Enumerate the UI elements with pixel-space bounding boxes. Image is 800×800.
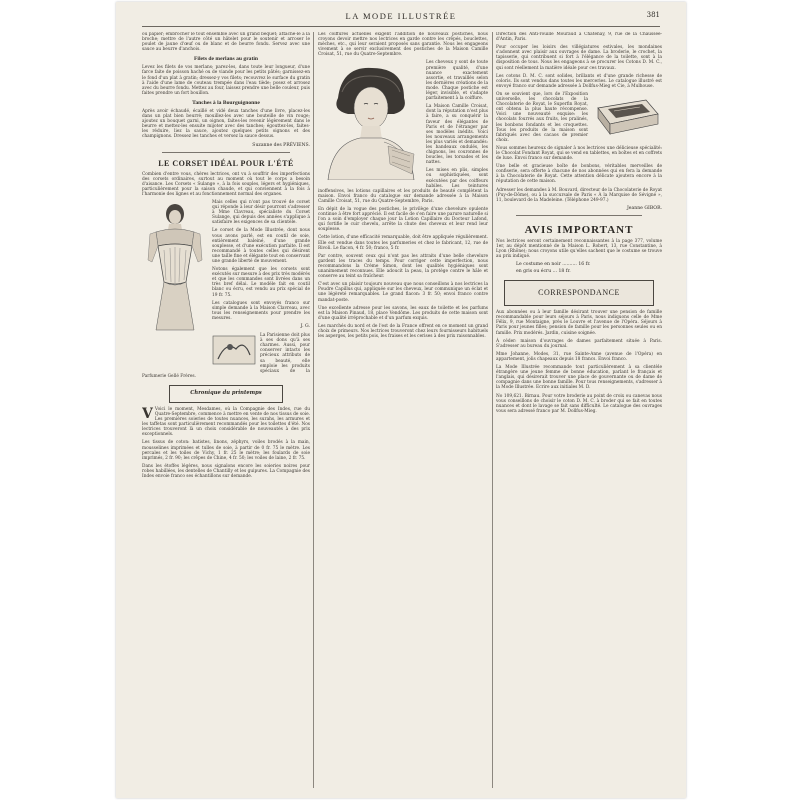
page-number: 381 <box>646 11 660 19</box>
article-paragraph: Notons également que les corsets sont exécutés sur mesure à des prix très modérés et que les commandes sont livrées dans un très bref délai. Le modèle fait en coutil blanc ou écru, est vendu au prix spécial de 19 fr. 75. <box>212 267 310 298</box>
article-paragraph: Pour occuper les loisirs des villégiatures estivales, les mondaines s'adonnent avec plaisir aux ouvrages de dame. La broderie, le crochet, la tapisserie, qui contribuent si fort à l'élégance de la toilette, sont à la disposition de tous. Nous les engageons à se procurer les Cotons D. M. C., qui sont réellement la matière idéale pour ces travaux. <box>496 45 662 71</box>
divider <box>516 215 642 216</box>
article-paragraph: Une excellente adresse pour les savons, les eaux de toilette et les parfums est la Maison Pinaud, 18, place Vendôme. Les produits de cette maison sont d'une qualité irréprochable et d'un parfum exquis. <box>318 305 488 321</box>
chocolate-box-illustration <box>592 94 662 140</box>
column-1 <box>142 32 310 788</box>
drop-cap: V <box>142 405 153 422</box>
article-paragraph: La Parisienne doit plus à ses dons qu'à ses charmes. Aussi, pour conserver intacts les précieux attributs de sa beauté, elle emploie les produits spéciaux de la Parfumerie Gellé Frères. <box>142 333 310 379</box>
author-signature: Suzanne des PRÉVIENS. <box>252 142 310 148</box>
correspondence-entry: No 109,621. Birnau. Pour votre broderie au point de croix ou canevas nous vous conseillons de choisir le coton D. M. C. à broder qui se fait en toutes nuances et dont le lavage se fait sans difficulté. Le catalogue des ouvrages vous sera adressé franco par M. Dollfus-Mieg. <box>496 393 662 414</box>
correspondence-title: CORRESPONDANCE <box>538 288 620 298</box>
article-paragraph <box>142 407 310 438</box>
column-2 <box>318 32 488 788</box>
article-paragraph: Les catalogues sont envoyés franco sur simple demande à la Maison Clavreau, avec tous les renseignements pour prendre les mesures. <box>212 300 310 321</box>
article-paragraph: Les coiffures actuelles exigent l'addition de nouveaux postiches, nous croyons devoir mettre nos lectrices en garde contre les crêpés, bouclettes, mèches, etc., qui leur seraient proposés sans garantie. Nous les engageons vivement à se servir exclusivement des postiches de la Maison Camille Croisat, 51, rue du Quatre-Septembre. <box>318 32 488 58</box>
article-paragraph: Les marchés du nord et de l'est de la France offrent en ce moment un grand choix de primeurs. Nos lectrices trouveront chez leurs fournisseurs habituels les asperges, les petits pois, les fraises et les cerises à des prix raisonnables. <box>318 323 488 340</box>
price-line: en gris ou écru ... 18 fr. <box>516 269 571 275</box>
article-paragraph: Direction des Anti-rouille Mouraud à Chatenay, 9, rue de la Chaussée-d'Antin, Paris. <box>496 32 662 43</box>
article-paragraph: On se souvient que, lors de l'Exposition universelle, les chocolats de la Chocolaterie de Royat, le Superfin Royat, ont obtenu la plus haute récompense. Voici une nouveauté exquise: les chocolats fourrés aux fruits, les pralinés, les bonbons fondants et les croquettes. Tous les produits de la maison sont fabriqués avec des cacaos de premier choix. <box>496 91 588 143</box>
article-paragraph: Nous sommes heureux de signaler à nos lectrices une délicieuse spécialité: le Chocolat Fondant Royat, qui se vend en tablettes, en boîtes et en coffrets de luxe. Envoi franco sur demande. <box>496 145 662 162</box>
article-text: Voici le moment, Mesdames, où la Compagnie des Indes, rue du Quatre-Septembre, commence à mettre en vente de nos tissus de soie. Les premières soieries de toutes nuances, les surahs, les armures et les taffetas sont particulièrement recommandés pour les toilettes d'été. Nos lectrices trouveront là un choix considérable de nouveautés à des prix exceptionnels. <box>142 406 310 438</box>
article-paragraph: La Maison Camille Croisat, dont la réputation n'est plus à faire, a su conquérir la faveur des élégantes de Paris et de l'étranger par ses modèles inédits. Voici les nouveaux arrangements les plus variés et demandés: les bandeaux ondulés, les chignons, les couronnes de boucles, les torsades et les nattes. <box>426 104 488 166</box>
correspondence-entry: Mme Johanne, Modes, 31, rue Sainte-Anne (avenue de l'Opéra) en appartement, jolis chapeaux depuis 18 francs. Envoi franco. <box>496 351 662 362</box>
vignette-illustration <box>212 335 256 369</box>
woman-portrait-illustration <box>318 62 422 184</box>
price-line: Le costume en noir .......... 16 fr. <box>516 262 591 268</box>
chronicle-banner <box>169 385 283 403</box>
chronicle-title: Chronique du printemps <box>190 389 262 396</box>
article-paragraph: Adresser les demandes à M. Bouvard, directeur de la Chocolaterie de Royat (Puy-de-Dôme), ou à la succursale de Paris « À la Marquise de Sévigné », 11, boulevard de la Madeleine. (Téléphone 249-97.) <box>496 187 662 203</box>
article-paragraph: Dans les étoffes légères, nous signalons encore les soieries noires pour robes habillées, les dentelles de Chantilly et les guipures. La Compagnie des Indes envoie franco ses échantillons sur demande. <box>142 463 310 479</box>
article-heading: LE CORSET IDÉAL POUR L'ÉTÉ <box>158 158 294 168</box>
page-title: LA MODE ILLUSTRÉE <box>345 11 457 21</box>
article-paragraph: ou papier; embrocher le tout ensemble avec un grand béquet; attache-le à la broche; mettre de l'autre côté un hâtelet pour le soutenir et arroser le poulet de jaune d'œuf ou de blanc et de beurre fondu. Servez avec une sauce au beurre d'anchois. <box>142 32 310 53</box>
correspondence-entry: Aux abonnées ou à leur famille désirant trouver une pension de famille recommandable pour leurs séjours à Paris, nous indiquons celle de Mme Félix, 9, rue Montaigne, près le Louvre et l'avenue de l'Opéra. Séjours à Paris pour jeunes filles; pension de famille pour les personnes seules ou en famille. Prix modérés. Jardin, cuisine soignée. <box>496 310 662 336</box>
notice-text: Nos lectrices seront certainement reconnaissantes à la page 377, volume 1er, au dépôt mentionné de la Maison L. Robert, 13, rue Constantine, à Lyon (Rhône); nous croyons utile qu'elles sachent que le costume se trouve au prix indiqué. <box>496 238 662 260</box>
article-paragraph: Par contre, souvent ceux qui n'ont pas les attraits d'une belle chevelure gardent les traces du temps. Pour corriger cette imperfection, nous recommandons la Crème Simon, dont les qualités hygiéniques sont unanimement reconnues. Elle adoucit la peau, la protège contre le hâle et conserve au teint sa fraîcheur. <box>318 253 488 280</box>
notice-heading: AVIS IMPORTANT <box>524 223 634 236</box>
article-paragraph: Combien d'entre vous, chères lectrices, ont vu à souffrir des imperfections des corsets ordinaires, surtout au moment où tout le corps a besoin d'aisance. Les Corsets « Sulange », à la fois souples, légers et hygiéniques, particulièrement pour la saison chaude, et qui conviennent à la fois à l'harmonie des lignes et au fonctionnement normal des organes. <box>142 171 310 197</box>
page-header <box>142 8 660 27</box>
article-paragraph: Le corset de la Mode Illustrée, dont nous vous avons parlé, est en coutil de soie, entièrement baleiné, d'une grande souplesse, et d'une exécution parfaite. Il est recommandé à toutes celles qui désirent une taille fine et élégante tout en conservant une grande liberté de mouvement. <box>212 228 310 264</box>
article-paragraph: Les tissus de coton: batistes, linons, zéphyrs, voiles brodés à la main, mousselines imprimées et tulles de soie, à partir de 0 fr. 75 le mètre. Les percales et les toiles de Vichy, 1 fr. 25 le mètre; les foulards de soie imprimés, 2 fr. 90; les crêpes de Chine, 4 fr. 50; les voiles de laine, 2 fr. 75. <box>142 440 310 461</box>
recipe-title: Filets de merlans au gratin <box>193 56 258 63</box>
article-paragraph: Les mises en plis, simples ou sophistiquées, sont exécutées par des coiffeurs habiles. Les teintures inoffensives, les lotions capillaires et les produits de beauté complètent la maison. Envoi franco du catalogue sur demande adressée à la Maison Camille Croisat, 51, rue du Quatre-Septembre, Paris. <box>318 168 488 204</box>
corset-illustration <box>142 202 208 338</box>
column-3 <box>496 32 662 788</box>
article-paragraph: Après avoir échaudé, écaillé et vidé deux tanches d'une livre, placez-les dans un plat bien beurré; mouillez-les avec une bouteille de vin rouge; ajoutez un bouquet garni, un oignon, faites-les revenir légèrement dans le beurre et mettez-les ensuite mijoter avec des tanches; égouttez-les, faites-les réduire, liez la sauce, ajoutez quelques petits oignons et des champignons. Dressez les tanches et versez la sauce dessus. <box>142 108 310 140</box>
magazine-page <box>116 2 686 798</box>
correspondence-entry: La Mode Illustrée recommande tout particulièrement à sa clientèle étrangère une jeune femme de bonne éducation, parlant le français et l'anglais, qui désirerait trouver une place de gouvernante ou de dame de compagnie dans une bonne famille. Pour tous renseignements, s'adresser à la Mode Illustrée. Ecrire aux initiales M. D. <box>496 365 662 391</box>
article-paragraph: Les cheveux y sont de toute première qualité, d'une nuance exactement assortie, et travaillés selon les dernières créations de la mode. Chaque postiche est léger, invisible, et s'adapte parfaitement à la coiffure. <box>426 60 488 102</box>
column-divider <box>492 32 493 788</box>
article-paragraph: C'est avec un plaisir toujours nouveau que nous conseillons à nos lectrices la Poudre Capillus qui, appliquée sur les cheveux, leur communique un éclat et une légèreté remarquables. Le grand flacon: 3 fr. 50; envoi franco contre mandat-poste. <box>318 282 488 303</box>
recipe-title: Tanches à la Bourguignonne <box>192 99 260 106</box>
divider <box>162 152 290 153</box>
author-signature: J. G. <box>300 324 310 330</box>
article-paragraph: Levez les filets de vos merlans; parez-les, dans toute leur longueur, d'une farce faite de poisson haché ou de viande pour les petits pâtés; garnissez-en le fond d'un plat à gratin; dressez-y vos filets; recouvrez le surface du gratin à l'aide d'une lame de couteau trempée dans l'eau tiède; posez et arrosez avec du beurre fondu. Mettez au four, laissez prendre une belle couleur, puis faites prendre un fort bouillon. <box>142 65 310 96</box>
article-paragraph: Une belle et gracieuse boîte de bonbons, véritables merveilles de confiserie, sera offerte à chacune de nos abonnées qui en fera la demande à la Chocolaterie de Royat. Cette attention délicate ajoutera encore à la réputation de cette maison. <box>496 164 662 185</box>
article-paragraph: Mais celles qui n'ont pas trouvé de corset qui réponde à leur désir pourront s'adresser à Mme Clavreau, spécialiste du Corset Sulange, qui depuis des années s'applique à satisfaire les exigences de sa clientèle. <box>212 199 310 226</box>
article-paragraph: Les cotons D. M. C. sont solides, brillants et d'une grande richesse de coloris. Ils sont vendus dans toutes les merceries. Le catalogue illustré est envoyé franco sur demande adressée à Dollfus-Mieg et Cie, à Mulhouse. <box>496 73 662 89</box>
article-paragraph: Cette lotion, d'une efficacité remarquable, doit être appliquée régulièrement. Elle est vendue dans toutes les parfumeries et chez le fabricant, 12, rue de Rivoli. Le flacon, 4 fr. 50; franco, 5 fr. <box>318 235 488 251</box>
correspondence-entry: À céder: maison d'ouvrages de dames parfaitement située à Paris. S'adresser au bureau du journal. <box>496 338 662 349</box>
correspondence-banner <box>504 280 654 306</box>
article-paragraph: En dépit de la vogue des postiches, le privilège d'une chevelure opulente continue à être fort apprécié. Il est facile de s'en faire une parure naturelle si l'on a soin d'employer chaque jour la Lotion Capillaire du Docteur Lafond, qui fortifie le cuir chevelu, arrête la chute des cheveux et leur rend leur souplesse. <box>318 207 488 233</box>
column-divider <box>313 32 314 788</box>
author-signature: Jeanne GIBOR. <box>626 205 662 211</box>
